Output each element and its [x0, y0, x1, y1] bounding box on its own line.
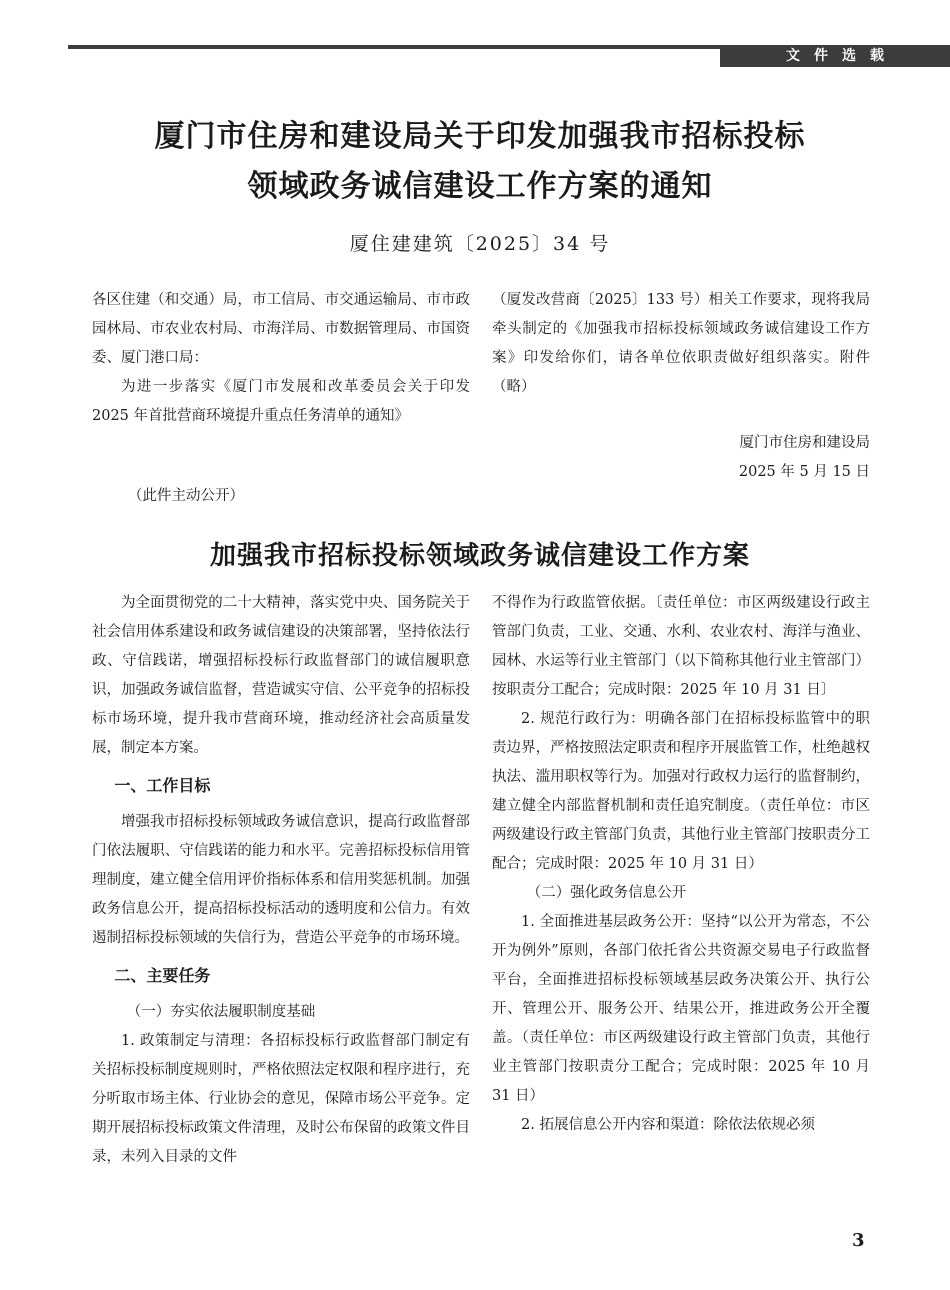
notice-title-line2: 领域政务诚信建设工作方案的通知: [247, 169, 713, 204]
section-tag: 文件选载: [720, 45, 950, 67]
item-2-2-start: 2. 拓展信息公开内容和渠道：除依法依规必须: [521, 1117, 815, 1133]
plan-title: 加强我市招标投标领域政务诚信建设工作方案: [209, 541, 750, 571]
notice-title: [80, 112, 880, 212]
section1-heading: 一、工作目标: [114, 776, 211, 795]
notice-body-part2: （厦发改营商〔2025〕133 号）相关工作要求，现将我局牵头制定的《加强我市招标投标领域政务诚信建设工作方案》印发给你们，请各单位依职责做好组织落实。附件（略）: [492, 292, 870, 395]
section1-text: 增强我市招标投标领域政务诚信意识，提高行政监督部门依法履职、守信践诺的能力和水平。完善招标投标信用管理制度，建立健全信用评价指标体系和信用奖惩机制。加强政务信息公开，提高招标投标活动的透明度和公信力。有效遏制招标投标领域的失信行为，营造公平竞争的市场环境。: [92, 814, 470, 946]
item-2-1: 1. 全面推进基层政务公开：坚持“以公开为常态，不公开为例外”原则，各部门依托省公共资源交易电子行政监督平台，全面推进招标投标领域基层政务决策公开、执行公开、管理公开、服务公开、结果公开，推进政务公开全覆盖。（责任单位：市区两级建设行政主管部门负责，其他行业主管部门按职责分工配合；完成时限：2025 年 10 月 31 日）: [492, 914, 870, 1104]
plan-left-column: [92, 589, 470, 1172]
notice-right-column: [492, 286, 870, 487]
notice-title-line1: 厦门市住房和建设局关于印发加强我市招标投标: [154, 119, 806, 154]
document-number: 厦住建建筑〔2025〕34 号: [349, 233, 611, 255]
notice-recipients: 各区住建（和交通）局，市工信局、市交通运输局、市市政园林局、市农业农村局、市海洋局、市数据管理局、市国资委、厦门港口局：: [92, 292, 470, 366]
item-1-1-part2: 不得作为行政监管依据。〔责任单位：市区两级建设行政主管部门负责，工业、交通、水利、农业农村、海洋与渔业、园林、水运等行业主管部门（以下简称其他行业主管部门）按职责分工配合；完成时限：2025 年 10 月 31 日〕: [492, 595, 870, 698]
signatory: 厦门市住房和建设局: [739, 435, 870, 451]
disclosure-note: （此件主动公开）: [128, 488, 244, 504]
subsection2-heading: （二）强化政务信息公开: [526, 885, 687, 901]
item-1-2: 2. 规范行政行为：明确各部门在招标投标监管中的职责边界，严格按照法定职责和程序开展监管工作，杜绝越权执法、滥用职权等行为。加强对行政权力运行的监督制约，建立健全内部监督机制和责任追究制度。（责任单位：市区两级建设行政主管部门负责，其他行业主管部门按职责分工配合；完成时限：2025 年 10 月 31 日）: [492, 711, 870, 872]
plan-intro: 为全面贯彻党的二十大精神，落实党中央、国务院关于社会信用体系建设和政务诚信建设的决策部署，坚持依法行政、守信践诺，增强招标投标行政监督部门的诚信履职意识，加强政务诚信监督，营造诚实守信、公平竞争的招标投标市场环境，提升我市营商环境，推动经济社会高质量发展，制定本方案。: [92, 595, 470, 756]
signature-block: [492, 429, 870, 487]
notice-left-column: [92, 286, 470, 431]
issue-date: 2025 年 5 月 15 日: [738, 464, 870, 480]
plan-right-column: [492, 589, 870, 1140]
subsection1-heading: （一）夯实依法履职制度基础: [126, 1004, 316, 1020]
page-number: 3: [852, 1230, 865, 1251]
section2-heading: 二、主要任务: [114, 966, 211, 985]
notice-body-part1: 为进一步落实《厦门市发展和改革委员会关于印发 2025 年首批营商环境提升重点任务清单的通知》: [92, 379, 470, 424]
item-1-1-part1: 1. 政策制定与清理：各招标投标行政监督部门制定有关招标投标制度规则时，严格依照法定权限和程序进行，充分听取市场主体、行业协会的意见，保障市场公平竞争。定期开展招标投标政策文件清理，及时公布保留的政策文件目录，未列入目录的文件: [92, 1033, 470, 1165]
